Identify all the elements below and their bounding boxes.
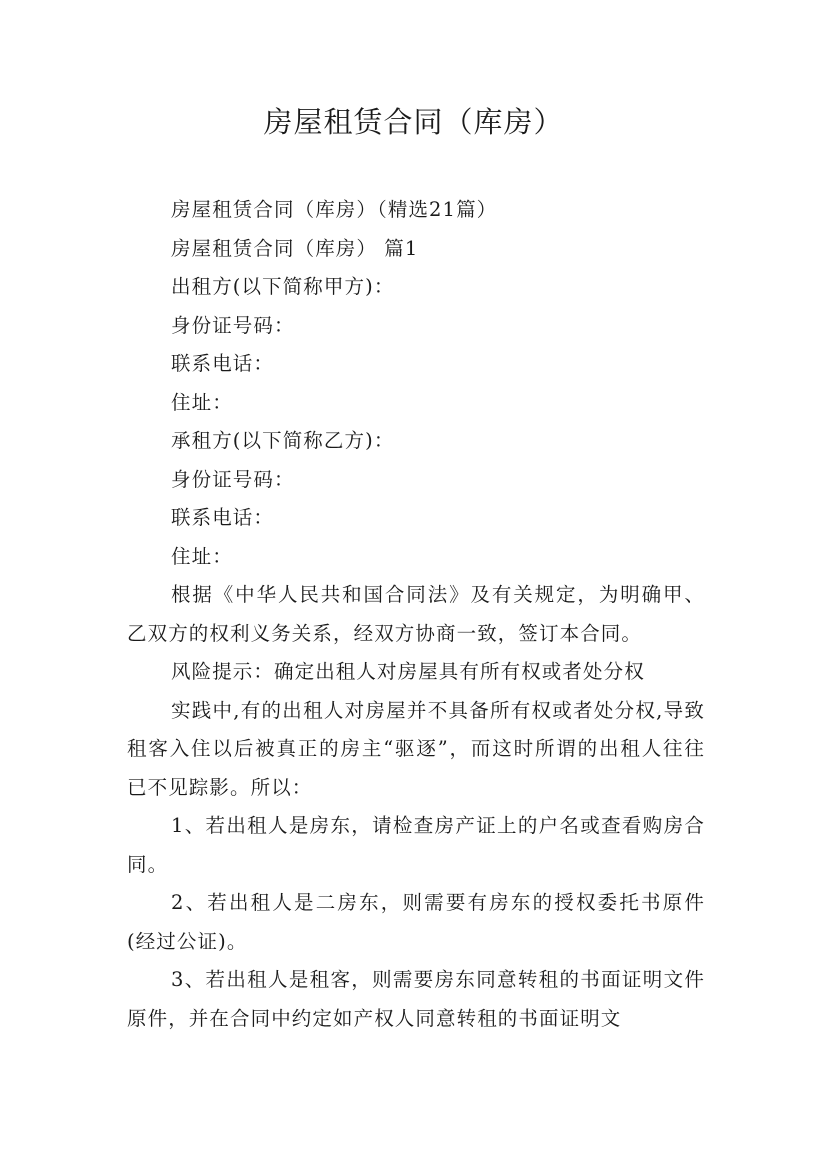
paragraph-section-heading: 房屋租赁合同（库房） 篇1: [171, 236, 419, 260]
paragraph-subtitle: 房屋租赁合同（库房）（精选21篇）: [171, 198, 498, 221]
paragraph-legal-basis: 根据《中华人民共和国合同法》及有关规定，为明确甲、乙双方的权利义务关系，经双方协商一致，签订本合同。: [127, 583, 705, 645]
paragraph-lessor: 出租方(以下简称甲方)：: [171, 275, 395, 298]
paragraph-lessee: 承租方(以下简称乙方)：: [171, 429, 395, 452]
paragraph-lessor-address: 住址：: [171, 390, 233, 414]
paragraph-item-2: 2、若出租人是二房东，则需要有房东的授权委托书原件(经过公证)。: [127, 891, 705, 953]
paragraph-lessor-phone: 联系电话：: [171, 352, 275, 375]
paragraph-lessee-address: 住址：: [171, 544, 233, 568]
paragraph-item-3: 3、若出租人是租客，则需要房东同意转租的书面证明文件原件，并在合同中约定如产权人同意转租的书面证明文: [127, 968, 705, 1030]
paragraph-item-1: 1、若出租人是房东，请检查房产证上的户名或查看购房合同。: [127, 814, 705, 876]
paragraph-risk-tip: 风险提示：确定出租人对房屋具有所有权或者处分权: [171, 660, 645, 683]
paragraph-lessee-id: 身份证号码：: [171, 467, 295, 491]
document-body: [127, 191, 705, 1038]
document-title: 房屋租赁合同（库房）: [263, 105, 564, 139]
paragraph-lessor-id: 身份证号码：: [171, 313, 295, 337]
paragraph-practice: 实践中,有的出租人对房屋并不具备所有权或者处分权,导致租客入住以后被真正的房主“驱逐”，而这时所谓的出租人往往已不见踪影。所以：: [127, 698, 705, 799]
paragraph-lessee-phone: 联系电话：: [171, 506, 275, 529]
